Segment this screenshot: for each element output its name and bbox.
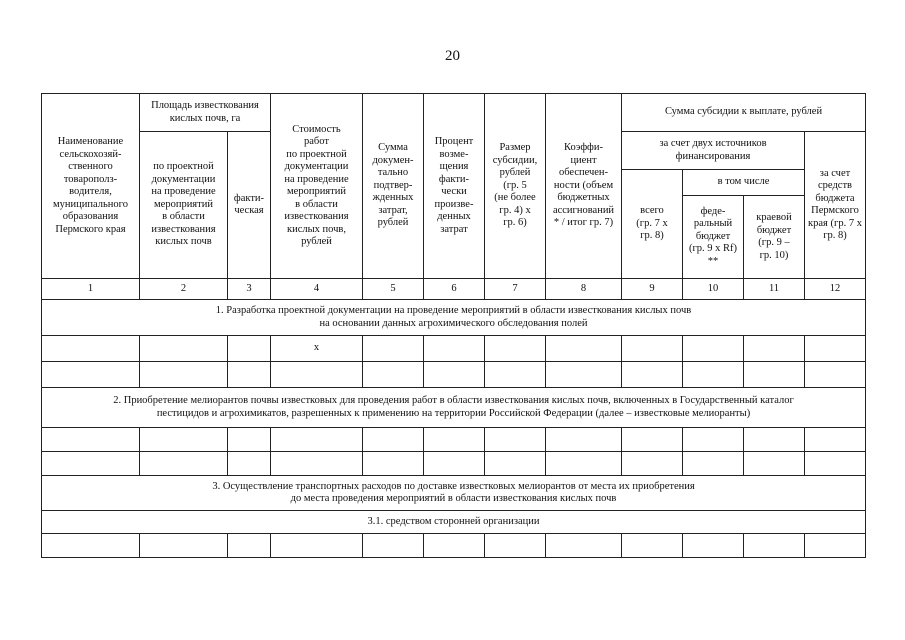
table-row <box>42 336 866 362</box>
column-number: 9 <box>622 279 683 300</box>
column-number: 5 <box>363 279 424 300</box>
page-number: 20 <box>445 48 460 64</box>
table-cell <box>683 336 744 362</box>
table-cell <box>140 336 228 362</box>
column-number: 3 <box>228 279 271 300</box>
header-total: всего (гр. 7 х гр. 8) <box>622 170 683 279</box>
section-1-heading: 1. Разработка проектной документации на проведение мероприятий в области известкования кислых почв на основании данных агрохимического обследования полей <box>42 300 866 336</box>
subsidy-calculation-table <box>41 93 866 558</box>
header-two-sources: за счет двух источников финансирования <box>622 132 805 170</box>
table-cell <box>363 336 424 362</box>
table-cell <box>485 336 546 362</box>
column-number: 10 <box>683 279 744 300</box>
table-row <box>42 428 866 452</box>
header-regional-budget: краевой бюджет (гр. 9 – гр. 10) <box>744 196 805 279</box>
header-works-cost: Стоимость работ по проектной документации на проведение мероприятий в области известкования кислых почв, рублей <box>271 94 363 279</box>
header-federal-budget: феде- ральный бюджет (гр. 9 х Rf) ** <box>683 196 744 279</box>
column-number: 4 <box>271 279 363 300</box>
header-area-group: Площадь известкования кислых почв, га <box>140 94 271 132</box>
column-number: 1 <box>42 279 140 300</box>
table-row <box>42 362 866 388</box>
cell-x-mark: x <box>271 336 363 362</box>
section-3-heading: 3. Осуществление транспортных расходов по доставке известковых мелиорантов от места их приобретения до места проведения мероприятий в области известкования кислых почв <box>42 476 866 511</box>
table-cell <box>744 336 805 362</box>
column-number: 2 <box>140 279 228 300</box>
table-cell <box>42 336 140 362</box>
header-area-actual: факти- ческая <box>228 132 271 279</box>
column-number: 11 <box>744 279 805 300</box>
header-producer-name: Наименование сельскохозяй- ственного товарополз- водителя, муниципального образования Пермского края <box>42 94 140 279</box>
header-subsidy-amount: Размер субсидии, рублей (гр. 5 (не более гр. 4) х гр. 6) <box>485 94 546 279</box>
column-number: 8 <box>546 279 622 300</box>
column-number: 7 <box>485 279 546 300</box>
header-coverage-coefficient: Коэффи- циент обеспечен- ности (объем бюджетных ассигнований * / итог гр. 7) <box>546 94 622 279</box>
table-cell <box>424 336 485 362</box>
table-cell <box>805 336 866 362</box>
header-area-by-project: по проектной документации на проведение мероприятий в области известкования кислых почв <box>140 132 228 279</box>
table-cell <box>622 336 683 362</box>
table-cell <box>228 336 271 362</box>
section-2-heading: 2. Приобретение мелиорантов почвы известковых для проведения работ в области известкования кислых почв, включенных в Государственный каталог пестицидов и агрохимикатов, разрешенных к применению на территории Российской Федерации (далее – известковые мелиоранты) <box>42 388 866 428</box>
subsection-3-1-heading: 3.1. средством сторонней организации <box>42 511 866 534</box>
table-row <box>42 534 866 558</box>
header-reimbursement-percent: Процент возме- щения факти- чески произве- денных затрат <box>424 94 485 279</box>
header-subsidy-group: Сумма субсидии к выплате, рублей <box>622 94 866 132</box>
header-documented-costs: Сумма докумен- тально подтвер- жденных затрат, рублей <box>363 94 424 279</box>
column-number: 12 <box>805 279 866 300</box>
header-including: в том числе <box>683 170 805 196</box>
table-cell <box>546 336 622 362</box>
column-number: 6 <box>424 279 485 300</box>
header-regional-only: за счет средств бюджета Пермского края (гр. 7 х гр. 8) <box>805 132 866 279</box>
table-row <box>42 452 866 476</box>
